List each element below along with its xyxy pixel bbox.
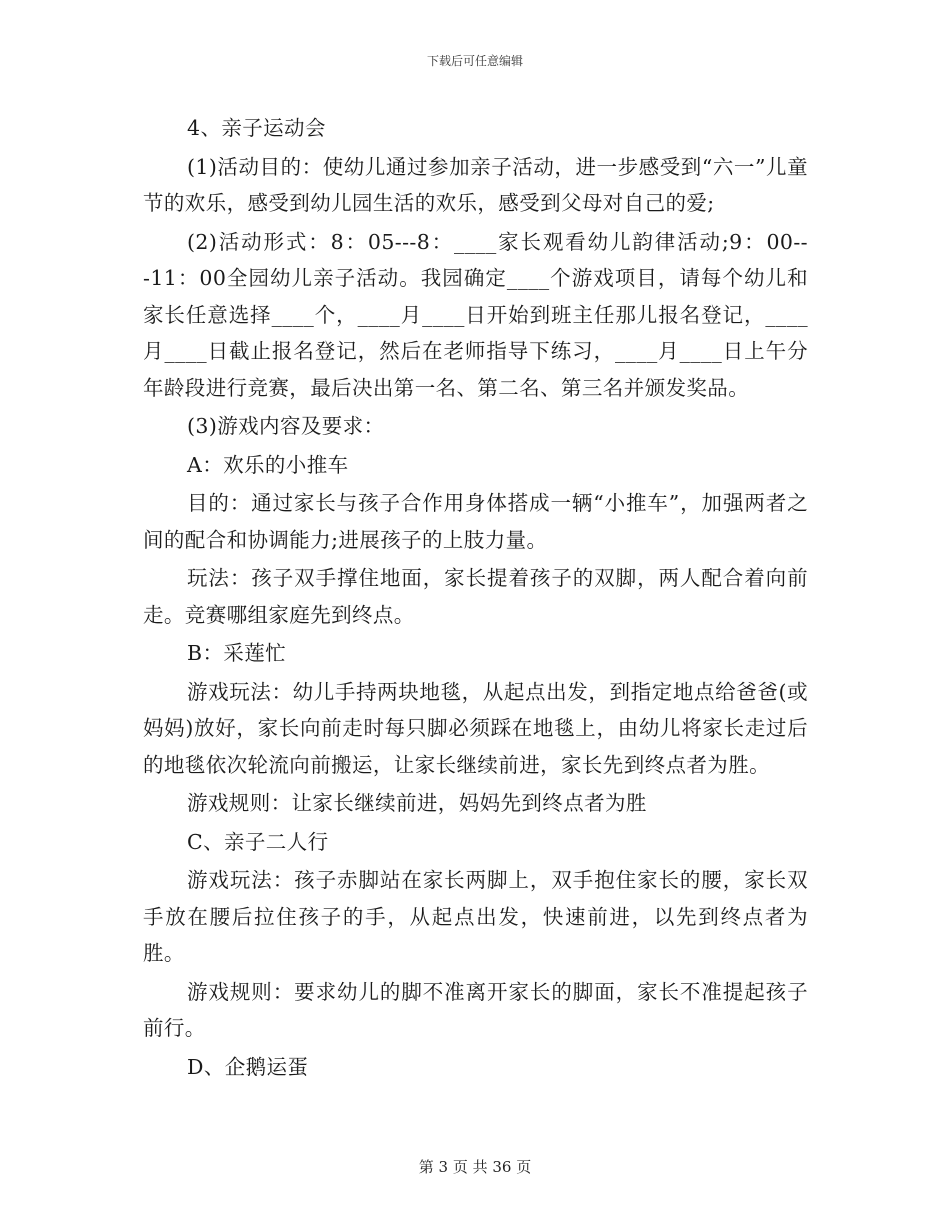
paragraph-game-content-heading: (3)游戏内容及要求： xyxy=(187,414,385,438)
game-c-method: 游戏玩法：孩子赤脚站在家长两脚上，双手抱住家长的腰，家长双手放在腰后拉住孩子的手，从起点出发，快速前进，以先到终点者为胜。 xyxy=(143,868,808,965)
game-b-rules: 游戏规则：让家长继续前进，妈妈先到终点者为胜 xyxy=(187,791,647,815)
page-footer: 第 3 页 共 36 页 xyxy=(418,1158,532,1176)
game-a-method: 玩法：孩子双手撑住地面，家长提着孩子的双脚，两人配合着向前走。竞赛哪组家庭先到终点。 xyxy=(143,566,808,627)
section-title: 4、亲子运动会 xyxy=(187,116,326,140)
page-header: 下载后可任意编辑 xyxy=(426,54,523,68)
game-a-title: A：欢乐的小推车 xyxy=(187,452,349,477)
game-d-title: D、企鹅运蛋 xyxy=(187,1054,309,1079)
paragraph-activity-form: (2)活动形式：8：05---8：____家长观看幼儿韵律活动;9：00---11：00全园幼儿亲子活动。我园确定____个游戏项目，请每个幼儿和家长任意选择____个，____月____日开始到班主任那儿报名登记，____月____日截止报名登记，然后在老师指导下练习，____月____日上午分年龄段进行竞赛，最后决出第一名、第二名、第三名并颁发奖品。 xyxy=(143,229,808,400)
game-b-title: B：采莲忙 xyxy=(187,641,287,665)
game-a-purpose: 目的：通过家长与孩子合作用身体搭成一辆“小推车”，加强两者之间的配合和协调能力;进展孩子的上肢力量。 xyxy=(143,491,808,552)
paragraph-activity-purpose: (1)活动目的：使幼儿通过参加亲子活动，进一步感受到“六一”儿童节的欢乐，感受到幼儿园生活的欢乐，感受到父母对自己的爱; xyxy=(143,154,808,215)
document-body xyxy=(143,110,808,1085)
game-c-rules: 游戏规则：要求幼儿的脚不准离开家长的脚面，家长不准提起孩子前行。 xyxy=(143,979,808,1040)
game-c-title: C、亲子二人行 xyxy=(187,829,329,854)
game-b-method: 游戏玩法：幼儿手持两块地毯，从起点出发，到指定地点给爸爸(或妈妈)放好，家长向前走时每只脚必须踩在地毯上，由幼儿将家长走过后的地毯依次轮流向前搬运，让家长继续前进，家长先到终点者为胜。 xyxy=(143,679,808,777)
